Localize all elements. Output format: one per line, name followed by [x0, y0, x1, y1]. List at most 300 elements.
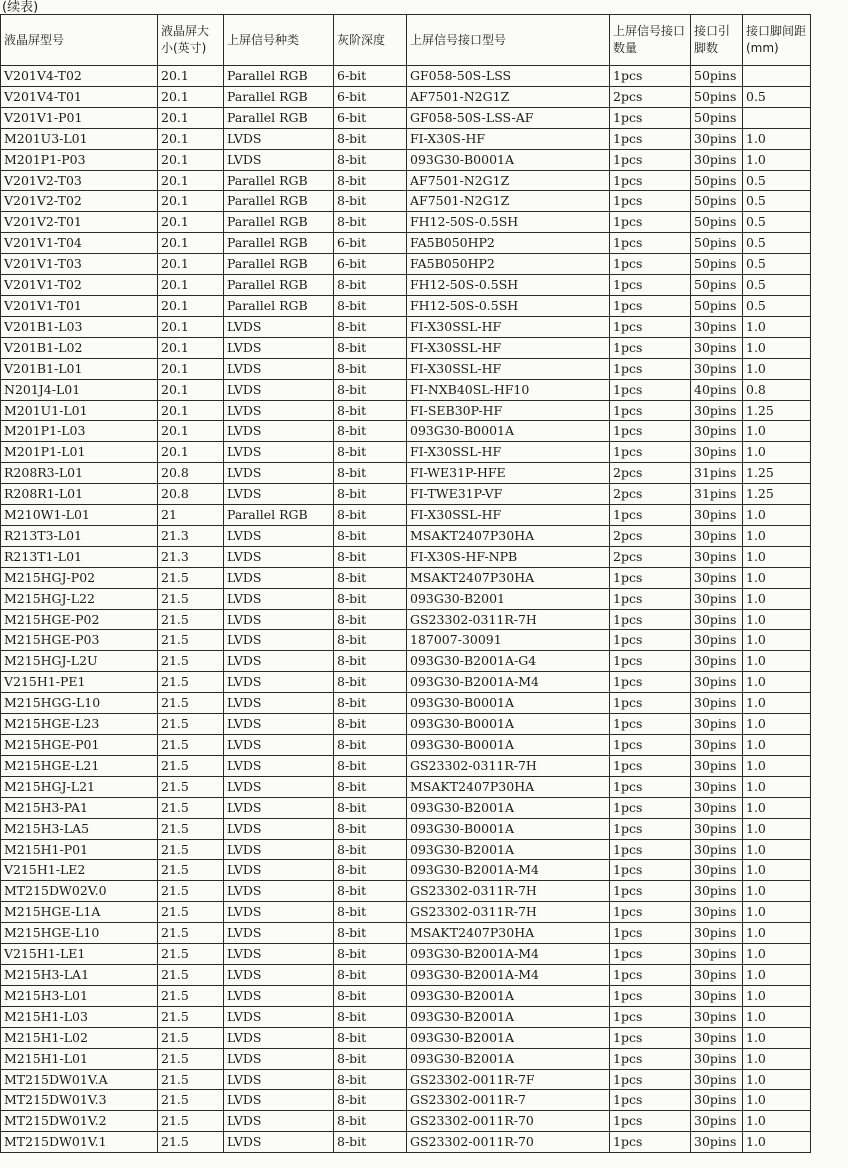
cell-pin-pitch: 1.0: [743, 755, 811, 776]
cell-pin-count: 30pins: [691, 693, 743, 714]
cell-gray-depth: 6-bit: [334, 66, 407, 87]
cell-pin-pitch: 0.5: [743, 191, 811, 212]
cell-pin-pitch: 1.0: [743, 1027, 811, 1048]
cell-size: 21.5: [158, 714, 224, 735]
cell-model: V201V4-T01: [1, 86, 158, 107]
cell-size: 20.1: [158, 86, 224, 107]
cell-connector-model: FH12-50S-0.5SH: [407, 212, 610, 233]
cell-model: MT215DW01V.A: [1, 1069, 158, 1090]
cell-connector-qty: 1pcs: [610, 735, 691, 756]
cell-connector-qty: 1pcs: [610, 776, 691, 797]
cell-gray-depth: 8-bit: [334, 400, 407, 421]
cell-gray-depth: 8-bit: [334, 149, 407, 170]
header-model: 液晶屏型号: [1, 15, 158, 66]
cell-pin-count: 30pins: [691, 839, 743, 860]
cell-gray-depth: 8-bit: [334, 588, 407, 609]
cell-size: 20.1: [158, 316, 224, 337]
cell-signal-type: LVDS: [224, 1027, 334, 1048]
cell-pin-pitch: 1.0: [743, 358, 811, 379]
cell-connector-model: 093G30-B0001A: [407, 714, 610, 735]
cell-pin-pitch: 1.0: [743, 442, 811, 463]
cell-pin-pitch: 1.0: [743, 944, 811, 965]
cell-connector-model: GF058-50S-LSS: [407, 66, 610, 87]
table-row: [1, 944, 811, 965]
cell-connector-model: 187007-30091: [407, 630, 610, 651]
cell-pin-pitch: 1.0: [743, 1111, 811, 1132]
table-row: [1, 714, 811, 735]
cell-connector-model: FH12-50S-0.5SH: [407, 275, 610, 296]
cell-pin-pitch: 1.0: [743, 1069, 811, 1090]
cell-pin-count: 30pins: [691, 1090, 743, 1111]
table-row: [1, 902, 811, 923]
cell-pin-count: 30pins: [691, 923, 743, 944]
cell-connector-model: FI-X30SSL-HF: [407, 337, 610, 358]
cell-signal-type: LVDS: [224, 776, 334, 797]
table-row: [1, 421, 811, 442]
cell-pin-pitch: [743, 66, 811, 87]
cell-pin-count: 30pins: [691, 1111, 743, 1132]
cell-gray-depth: 8-bit: [334, 191, 407, 212]
cell-connector-model: GS23302-0011R-70: [407, 1132, 610, 1153]
cell-model: M215HGJ-P02: [1, 567, 158, 588]
table-row: [1, 546, 811, 567]
cell-connector-model: GS23302-0011R-7: [407, 1090, 610, 1111]
cell-signal-type: LVDS: [224, 1132, 334, 1153]
cell-pin-pitch: 1.0: [743, 839, 811, 860]
cell-connector-model: AF7501-N2G1Z: [407, 191, 610, 212]
cell-connector-model: GS23302-0011R-7F: [407, 1069, 610, 1090]
cell-gray-depth: 8-bit: [334, 797, 407, 818]
cell-pin-pitch: 1.0: [743, 128, 811, 149]
cell-gray-depth: 8-bit: [334, 755, 407, 776]
cell-pin-count: 50pins: [691, 170, 743, 191]
cell-connector-qty: 1pcs: [610, 379, 691, 400]
cell-signal-type: LVDS: [224, 714, 334, 735]
cell-connector-model: 093G30-B2001: [407, 588, 610, 609]
cell-size: 21.5: [158, 776, 224, 797]
cell-signal-type: LVDS: [224, 149, 334, 170]
cell-connector-model: 093G30-B2001A: [407, 1048, 610, 1069]
table-row: [1, 505, 811, 526]
cell-signal-type: LVDS: [224, 818, 334, 839]
cell-size: 21.5: [158, 797, 224, 818]
cell-pin-pitch: 1.0: [743, 1132, 811, 1153]
cell-connector-model: AF7501-N2G1Z: [407, 86, 610, 107]
table-row: [1, 755, 811, 776]
cell-gray-depth: 8-bit: [334, 944, 407, 965]
cell-pin-count: 30pins: [691, 337, 743, 358]
cell-connector-qty: 1pcs: [610, 191, 691, 212]
cell-connector-model: MSAKT2407P30HA: [407, 776, 610, 797]
cell-size: 21.5: [158, 609, 224, 630]
cell-pin-count: 30pins: [691, 797, 743, 818]
table-row: [1, 839, 811, 860]
cell-size: 21.5: [158, 1132, 224, 1153]
cell-pin-count: 30pins: [691, 546, 743, 567]
cell-pin-count: 30pins: [691, 985, 743, 1006]
cell-pin-count: 40pins: [691, 379, 743, 400]
table-row: [1, 1006, 811, 1027]
table-row: [1, 881, 811, 902]
cell-signal-type: LVDS: [224, 693, 334, 714]
cell-size: 20.1: [158, 107, 224, 128]
cell-connector-qty: 1pcs: [610, 860, 691, 881]
table-row: [1, 316, 811, 337]
cell-connector-qty: 2pcs: [610, 463, 691, 484]
table-row: [1, 442, 811, 463]
header-connector-qty: 上屏信号接口数量: [610, 15, 691, 66]
cell-pin-pitch: 1.0: [743, 567, 811, 588]
cell-size: 21.5: [158, 1006, 224, 1027]
cell-gray-depth: 8-bit: [334, 295, 407, 316]
cell-pin-pitch: 0.5: [743, 275, 811, 296]
cell-size: 21.5: [158, 567, 224, 588]
table-row: [1, 170, 811, 191]
table-row: [1, 525, 811, 546]
cell-size: 20.1: [158, 191, 224, 212]
cell-signal-type: LVDS: [224, 839, 334, 860]
cell-pin-count: 30pins: [691, 672, 743, 693]
cell-pin-count: 30pins: [691, 128, 743, 149]
table-row: [1, 776, 811, 797]
cell-model: MT215DW02V.0: [1, 881, 158, 902]
cell-pin-count: 30pins: [691, 421, 743, 442]
cell-pin-pitch: 0.5: [743, 86, 811, 107]
table-row: [1, 337, 811, 358]
cell-signal-type: LVDS: [224, 525, 334, 546]
table-row: [1, 400, 811, 421]
cell-pin-count: 30pins: [691, 818, 743, 839]
cell-connector-model: FI-TWE31P-VF: [407, 484, 610, 505]
cell-signal-type: LVDS: [224, 400, 334, 421]
cell-model: R213T3-L01: [1, 525, 158, 546]
cell-pin-pitch: 0.5: [743, 170, 811, 191]
cell-pin-count: 30pins: [691, 609, 743, 630]
cell-size: 21.5: [158, 839, 224, 860]
cell-model: V201V4-T02: [1, 66, 158, 87]
cell-pin-pitch: 0.8: [743, 379, 811, 400]
cell-gray-depth: 8-bit: [334, 525, 407, 546]
cell-model: M215HGJ-L21: [1, 776, 158, 797]
cell-model: M201U3-L01: [1, 128, 158, 149]
cell-pin-count: 30pins: [691, 1006, 743, 1027]
cell-connector-qty: 1pcs: [610, 275, 691, 296]
cell-gray-depth: 8-bit: [334, 170, 407, 191]
cell-connector-model: FI-NXB40SL-HF10: [407, 379, 610, 400]
cell-signal-type: LVDS: [224, 630, 334, 651]
table-row: [1, 588, 811, 609]
cell-pin-count: 30pins: [691, 714, 743, 735]
table-row: [1, 107, 811, 128]
cell-pin-count: 50pins: [691, 254, 743, 275]
table-row: [1, 212, 811, 233]
cell-signal-type: LVDS: [224, 337, 334, 358]
table-row: [1, 149, 811, 170]
cell-gray-depth: 8-bit: [334, 275, 407, 296]
cell-pin-pitch: 1.0: [743, 902, 811, 923]
cell-connector-qty: 1pcs: [610, 902, 691, 923]
cell-model: V201V2-T01: [1, 212, 158, 233]
cell-model: M215H3-PA1: [1, 797, 158, 818]
cell-gray-depth: 6-bit: [334, 107, 407, 128]
cell-connector-model: GS23302-0011R-70: [407, 1111, 610, 1132]
cell-size: 21.5: [158, 630, 224, 651]
cell-connector-qty: 1pcs: [610, 944, 691, 965]
cell-gray-depth: 8-bit: [334, 1006, 407, 1027]
cell-connector-qty: 2pcs: [610, 546, 691, 567]
cell-signal-type: LVDS: [224, 463, 334, 484]
cell-gray-depth: 8-bit: [334, 1027, 407, 1048]
cell-connector-qty: 2pcs: [610, 484, 691, 505]
cell-pin-count: 30pins: [691, 567, 743, 588]
cell-signal-type: LVDS: [224, 567, 334, 588]
cell-pin-pitch: 0.5: [743, 295, 811, 316]
cell-model: M215H3-L01: [1, 985, 158, 1006]
cell-size: 21.5: [158, 985, 224, 1006]
cell-gray-depth: 8-bit: [334, 735, 407, 756]
continued-label: (续表): [2, 0, 39, 15]
cell-size: 21.5: [158, 1111, 224, 1132]
cell-size: 20.1: [158, 66, 224, 87]
cell-model: M215HGE-L10: [1, 923, 158, 944]
cell-connector-model: FI-X30S-HF: [407, 128, 610, 149]
cell-model: V201V2-T02: [1, 191, 158, 212]
cell-size: 20.1: [158, 337, 224, 358]
cell-connector-qty: 1pcs: [610, 1048, 691, 1069]
cell-connector-model: 093G30-B0001A: [407, 818, 610, 839]
header-gray-depth: 灰阶深度: [334, 15, 407, 66]
cell-signal-type: LVDS: [224, 442, 334, 463]
cell-signal-type: LVDS: [224, 944, 334, 965]
cell-model: M215HGE-L23: [1, 714, 158, 735]
cell-signal-type: LVDS: [224, 735, 334, 756]
cell-size: 21.5: [158, 672, 224, 693]
table-row: [1, 860, 811, 881]
table-row: [1, 693, 811, 714]
cell-signal-type: LVDS: [224, 923, 334, 944]
cell-connector-qty: 1pcs: [610, 839, 691, 860]
cell-model: M215H3-LA5: [1, 818, 158, 839]
cell-size: 20.1: [158, 212, 224, 233]
cell-signal-type: LVDS: [224, 1111, 334, 1132]
table-row: [1, 630, 811, 651]
cell-signal-type: LVDS: [224, 1069, 334, 1090]
cell-connector-model: 093G30-B2001A-M4: [407, 672, 610, 693]
cell-signal-type: LVDS: [224, 755, 334, 776]
cell-pin-pitch: 1.25: [743, 400, 811, 421]
cell-pin-pitch: 1.0: [743, 714, 811, 735]
cell-gray-depth: 8-bit: [334, 902, 407, 923]
cell-size: 21.5: [158, 1027, 224, 1048]
cell-connector-qty: 1pcs: [610, 358, 691, 379]
cell-gray-depth: 6-bit: [334, 233, 407, 254]
cell-signal-type: LVDS: [224, 316, 334, 337]
cell-connector-qty: 1pcs: [610, 609, 691, 630]
cell-gray-depth: 6-bit: [334, 86, 407, 107]
cell-model: V201B1-L03: [1, 316, 158, 337]
cell-pin-pitch: 1.0: [743, 964, 811, 985]
cell-pin-pitch: 1.0: [743, 630, 811, 651]
cell-model: R213T1-L01: [1, 546, 158, 567]
header-signal-type: 上屏信号种类: [224, 15, 334, 66]
cell-connector-model: 093G30-B2001A: [407, 985, 610, 1006]
cell-pin-count: 30pins: [691, 964, 743, 985]
cell-connector-qty: 1pcs: [610, 337, 691, 358]
cell-pin-pitch: 1.0: [743, 337, 811, 358]
cell-model: M215H1-L02: [1, 1027, 158, 1048]
cell-pin-pitch: 1.0: [743, 588, 811, 609]
cell-model: V201B1-L01: [1, 358, 158, 379]
cell-connector-model: 093G30-B2001A-M4: [407, 944, 610, 965]
cell-model: N201J4-L01: [1, 379, 158, 400]
cell-connector-qty: 1pcs: [610, 149, 691, 170]
cell-connector-qty: 1pcs: [610, 212, 691, 233]
table-row: [1, 651, 811, 672]
cell-connector-model: FI-X30SSL-HF: [407, 316, 610, 337]
table-row: [1, 233, 811, 254]
table-row: [1, 128, 811, 149]
cell-size: 21.5: [158, 1090, 224, 1111]
cell-size: 21.5: [158, 735, 224, 756]
table-row: [1, 735, 811, 756]
cell-pin-count: 30pins: [691, 316, 743, 337]
cell-gray-depth: 8-bit: [334, 693, 407, 714]
cell-size: 21: [158, 505, 224, 526]
cell-model: M201U1-L01: [1, 400, 158, 421]
cell-connector-qty: 1pcs: [610, 567, 691, 588]
table-row: [1, 964, 811, 985]
cell-signal-type: LVDS: [224, 484, 334, 505]
cell-connector-qty: 1pcs: [610, 421, 691, 442]
cell-size: 21.5: [158, 1069, 224, 1090]
cell-pin-pitch: 1.25: [743, 463, 811, 484]
cell-model: V201V1-T04: [1, 233, 158, 254]
cell-connector-qty: 1pcs: [610, 442, 691, 463]
cell-connector-qty: 1pcs: [610, 672, 691, 693]
table-row: [1, 797, 811, 818]
cell-signal-type: Parallel RGB: [224, 233, 334, 254]
table-row: [1, 818, 811, 839]
cell-pin-count: 30pins: [691, 442, 743, 463]
cell-signal-type: Parallel RGB: [224, 505, 334, 526]
cell-connector-model: 093G30-B2001A: [407, 797, 610, 818]
cell-gray-depth: 8-bit: [334, 546, 407, 567]
cell-connector-model: 093G30-B0001A: [407, 421, 610, 442]
cell-pin-pitch: 1.0: [743, 735, 811, 756]
cell-gray-depth: 8-bit: [334, 839, 407, 860]
table-row: [1, 1027, 811, 1048]
cell-size: 20.1: [158, 400, 224, 421]
cell-size: 20.1: [158, 128, 224, 149]
cell-connector-qty: 1pcs: [610, 66, 691, 87]
cell-gray-depth: 8-bit: [334, 358, 407, 379]
cell-pin-pitch: 1.0: [743, 797, 811, 818]
cell-gray-depth: 8-bit: [334, 609, 407, 630]
cell-connector-qty: 1pcs: [610, 1069, 691, 1090]
cell-model: M201P1-L03: [1, 421, 158, 442]
cell-model: V201V1-T03: [1, 254, 158, 275]
cell-size: 21.5: [158, 693, 224, 714]
cell-gray-depth: 8-bit: [334, 484, 407, 505]
cell-connector-model: GS23302-0311R-7H: [407, 881, 610, 902]
cell-pin-pitch: 1.0: [743, 860, 811, 881]
cell-connector-model: 093G30-B0001A: [407, 693, 610, 714]
cell-connector-model: FI-SEB30P-HF: [407, 400, 610, 421]
lcd-spec-table: [0, 14, 811, 1153]
cell-signal-type: LVDS: [224, 985, 334, 1006]
cell-pin-count: 30pins: [691, 776, 743, 797]
cell-size: 20.8: [158, 463, 224, 484]
cell-size: 21.5: [158, 923, 224, 944]
cell-size: 21.5: [158, 881, 224, 902]
cell-size: 21.3: [158, 546, 224, 567]
table-header-row: [1, 15, 811, 66]
cell-gray-depth: 8-bit: [334, 714, 407, 735]
cell-pin-pitch: 1.0: [743, 818, 811, 839]
cell-model: M215HGJ-L2U: [1, 651, 158, 672]
cell-model: M215H1-L01: [1, 1048, 158, 1069]
cell-signal-type: Parallel RGB: [224, 86, 334, 107]
cell-size: 20.1: [158, 358, 224, 379]
cell-pin-pitch: 1.0: [743, 316, 811, 337]
cell-size: 21.5: [158, 818, 224, 839]
cell-signal-type: Parallel RGB: [224, 254, 334, 275]
cell-signal-type: LVDS: [224, 546, 334, 567]
table-row: [1, 254, 811, 275]
cell-pin-count: 50pins: [691, 66, 743, 87]
cell-size: 20.1: [158, 254, 224, 275]
cell-model: M215HGE-P02: [1, 609, 158, 630]
cell-gray-depth: 8-bit: [334, 860, 407, 881]
cell-connector-qty: 1pcs: [610, 1027, 691, 1048]
cell-size: 20.1: [158, 233, 224, 254]
cell-model: M215HGG-L10: [1, 693, 158, 714]
cell-pin-count: 30pins: [691, 860, 743, 881]
cell-size: 21.3: [158, 525, 224, 546]
cell-connector-qty: 1pcs: [610, 233, 691, 254]
cell-signal-type: Parallel RGB: [224, 275, 334, 296]
cell-size: 20.1: [158, 379, 224, 400]
cell-gray-depth: 8-bit: [334, 1132, 407, 1153]
cell-signal-type: Parallel RGB: [224, 191, 334, 212]
cell-connector-qty: 1pcs: [610, 1006, 691, 1027]
cell-model: V201B1-L02: [1, 337, 158, 358]
cell-pin-pitch: 1.0: [743, 651, 811, 672]
cell-gray-depth: 8-bit: [334, 316, 407, 337]
cell-size: 21.5: [158, 944, 224, 965]
cell-model: M215HGJ-L22: [1, 588, 158, 609]
cell-connector-qty: 1pcs: [610, 651, 691, 672]
cell-connector-qty: 1pcs: [610, 693, 691, 714]
cell-size: 21.5: [158, 860, 224, 881]
cell-size: 21.5: [158, 588, 224, 609]
cell-pin-count: 30pins: [691, 902, 743, 923]
cell-model: R208R3-L01: [1, 463, 158, 484]
table-body: [1, 66, 811, 1153]
cell-pin-pitch: 1.25: [743, 484, 811, 505]
cell-signal-type: LVDS: [224, 1006, 334, 1027]
cell-model: M210W1-L01: [1, 505, 158, 526]
cell-model: M215HGE-P01: [1, 735, 158, 756]
cell-connector-model: GF058-50S-LSS-AF: [407, 107, 610, 128]
cell-gray-depth: 8-bit: [334, 985, 407, 1006]
cell-signal-type: LVDS: [224, 881, 334, 902]
table-row: [1, 463, 811, 484]
cell-connector-model: MSAKT2407P30HA: [407, 923, 610, 944]
cell-pin-pitch: 1.0: [743, 1090, 811, 1111]
cell-connector-model: AF7501-N2G1Z: [407, 170, 610, 191]
cell-gray-depth: 8-bit: [334, 337, 407, 358]
